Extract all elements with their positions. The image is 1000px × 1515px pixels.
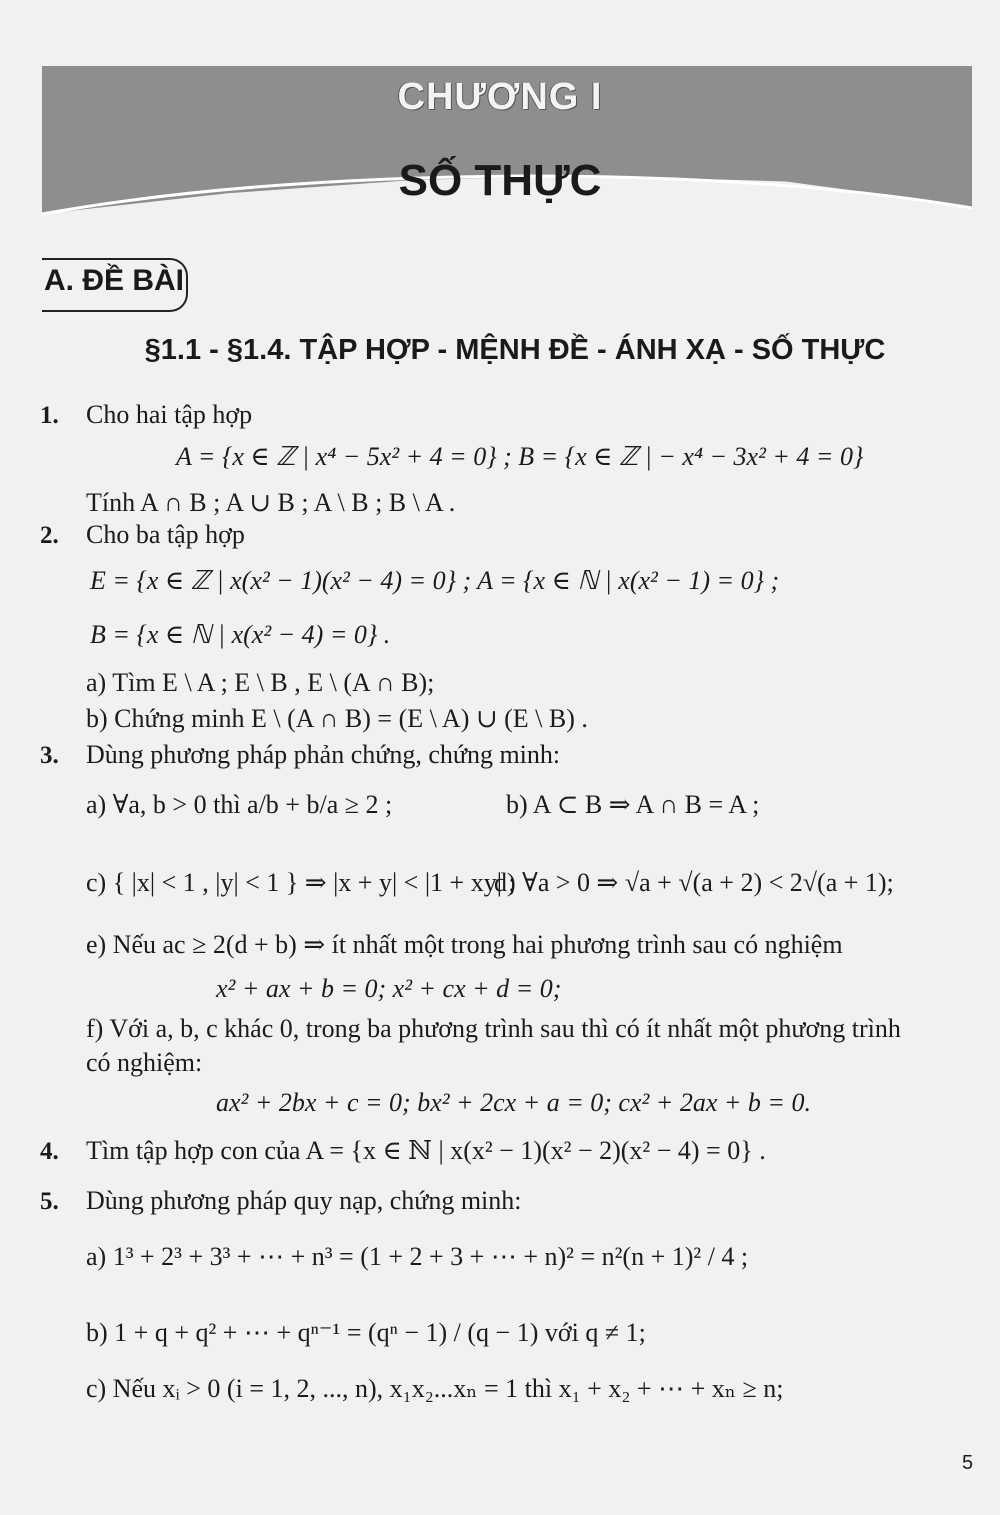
problem-number: 5. — [40, 1188, 59, 1215]
problem-text: Tìm tập hợp con của A = {x ∈ ℕ | x(x² − 1)(x² − 2)(x² − 4) = 0} . — [86, 1136, 766, 1165]
chapter-label: CHƯƠNG I — [397, 76, 603, 118]
problem-number: 4. — [40, 1138, 59, 1165]
problem-part: c) { |x| < 1 , |y| < 1 } ⇒ |x + y| < |1 + xy| ; — [86, 868, 516, 897]
chapter-title: SỐ THỰC — [398, 156, 602, 205]
math-expression: A = {x ∈ ℤ | x⁴ − 5x² + 4 = 0} ; B = {x ∈ ℤ | − x⁴ − 3x² + 4 = 0} — [176, 442, 864, 471]
problem-part: a) Tìm E \ A ; E \ B , E \ (A ∩ B); — [86, 668, 435, 697]
problem-part: a) 1³ + 2³ + 3³ + ⋯ + n³ = (1 + 2 + 3 + ⋯ + n)² = n²(n + 1)² / 4 ; — [86, 1242, 749, 1271]
problem-text: Dùng phương pháp quy nạp, chứng minh: — [86, 1186, 522, 1215]
problem-text: Cho hai tập hợp — [86, 400, 253, 429]
problem-part: a) ∀a, b > 0 thì a/b + b/a ≥ 2 ; — [86, 790, 393, 819]
problem-part: e) Nếu ac ≥ 2(d + b) ⇒ ít nhất một trong hai phương trình sau có nghiệm — [86, 930, 843, 959]
problem-part: b) Chứng minh E \ (A ∩ B) = (E \ A) ∪ (E \ B) . — [86, 704, 588, 733]
section-label: A. ĐỀ BÀI — [44, 264, 185, 297]
math-expression: E = {x ∈ ℤ | x(x² − 1)(x² − 4) = 0} ; A = {x ∈ ℕ | x(x² − 1) = 0} ; — [90, 566, 780, 595]
problem-number: 2. — [40, 522, 59, 549]
problem-part: f) Với a, b, c khác 0, trong ba phương trình sau thì có ít nhất một phương trình — [86, 1014, 901, 1043]
problem-text: Dùng phương pháp phản chứng, chứng minh: — [86, 740, 561, 769]
subsection-title: §1.1 - §1.4. TẬP HỢP - MỆNH ĐỀ - ÁNH XẠ - SỐ THỰC — [144, 334, 886, 366]
problem-part: b) 1 + q + q² + ⋯ + qⁿ⁻¹ = (qⁿ − 1) / (q − 1) với q ≠ 1; — [86, 1318, 646, 1347]
problem-text: Tính A ∩ B ; A ∪ B ; A \ B ; B \ A . — [86, 488, 456, 517]
problem-number: 3. — [40, 742, 59, 769]
problem-part: c) Nếu xᵢ > 0 (i = 1, 2, ..., n), x₁x₂...xₙ = 1 thì x₁ + x₂ + ⋯ + xₙ ≥ n; — [86, 1374, 784, 1403]
math-expression: B = {x ∈ ℕ | x(x² − 4) = 0} . — [90, 620, 391, 649]
math-expression: x² + ax + b = 0; x² + cx + d = 0; — [216, 974, 562, 1003]
problem-part: d) ∀a > 0 ⇒ √a + √(a + 2) < 2√(a + 1); — [494, 868, 894, 897]
problem-number: 1. — [40, 402, 59, 429]
problem-part: có nghiệm: — [86, 1048, 203, 1077]
problem-part: b) A ⊂ B ⇒ A ∩ B = A ; — [506, 790, 760, 819]
page-number: 5 — [962, 1452, 974, 1474]
math-expression: ax² + 2bx + c = 0; bx² + 2cx + a = 0; cx² + 2ax + b = 0. — [216, 1088, 811, 1117]
problem-text: Cho ba tập hợp — [86, 520, 245, 549]
